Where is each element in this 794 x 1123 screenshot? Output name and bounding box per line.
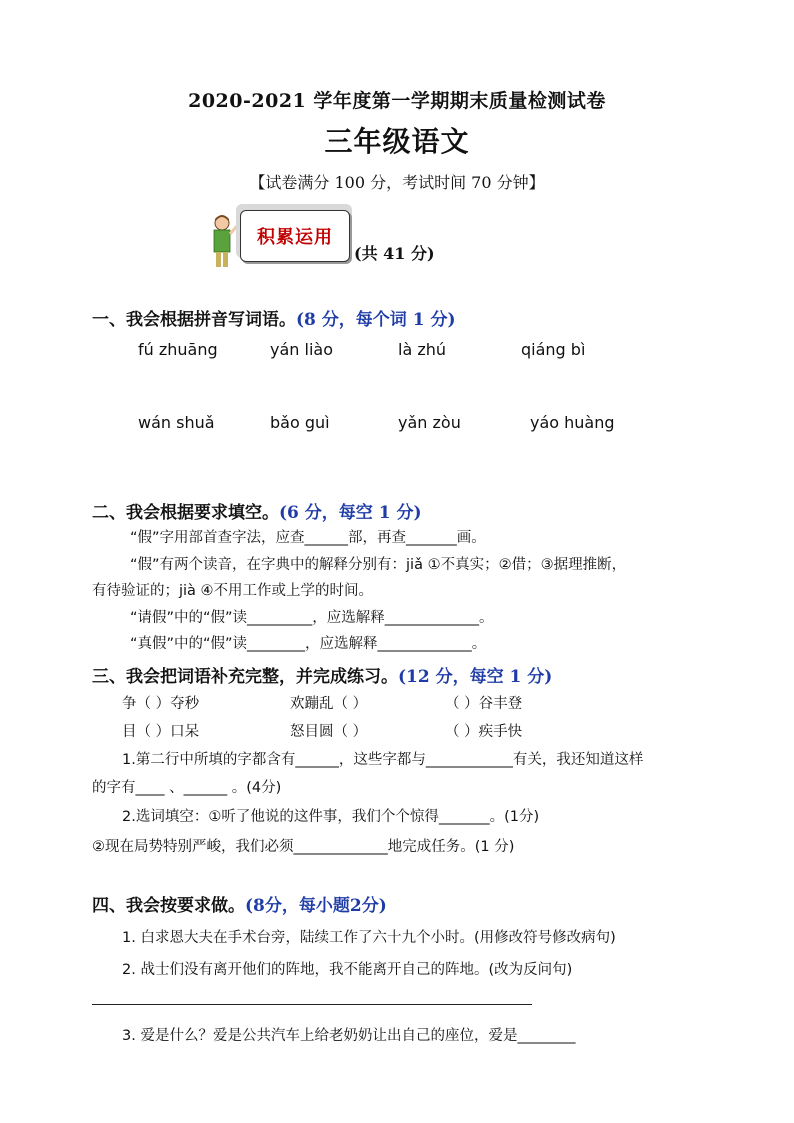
q3-line-2: 的字有____ 、______ 。(4分): [92, 780, 282, 796]
q2-line-2: “假”有两个读音，在字典中的解释分别有：jiǎ ①不真实；②借；③据理推断，: [130, 557, 627, 573]
q3-heading: [92, 662, 552, 687]
answer-line: [92, 1004, 532, 1005]
q3-line-1: 1.第二行中所填的字都含有______，这些字都与____________有关，我还知道这样: [122, 752, 644, 768]
q4-line-3: 3. 爱是什么？爱是公共汽车上给老奶奶让出自己的座位，爱是________: [122, 1028, 576, 1044]
idiom-4: 目（ ）口呆: [122, 724, 200, 740]
idiom-6: （ ）疾手快: [445, 724, 523, 740]
section-badge: [210, 200, 470, 270]
q4-line-1: 1. 白求恩大夫在手术台旁，陆续工作了六十九个小时。(用修改符号修改病句): [122, 930, 616, 946]
q4-line-2: 2. 战士们没有离开他们的阵地，我不能离开自己的阵地。(改为反问句): [122, 962, 573, 978]
q4-title: 四、我会按要求做。: [92, 896, 245, 916]
idiom-2: 欢蹦乱（ ）: [290, 696, 368, 712]
idiom-3: （ ）谷丰登: [445, 696, 523, 712]
badge-score: (共 41 分): [354, 244, 435, 263]
subject-title: 三年级语文: [324, 125, 470, 158]
q1-heading: [92, 305, 456, 330]
pinyin-4: qiáng bì: [521, 340, 586, 359]
exam-title: 2020-2021 学年度第一学期期末质量检测试卷: [188, 90, 606, 112]
idiom-5: 怒目圆（ ）: [290, 724, 368, 740]
q3-points: (12 分，每空 1 分): [398, 667, 553, 687]
pinyin-6: bǎo guì: [270, 413, 330, 432]
q3-line-3: 2.选词填空：①听了他说的这件事，我们个个惊得_______。(1分): [122, 809, 540, 825]
q2-heading: [92, 498, 422, 523]
exam-info: 【试卷满分 100 分，考试时间 70 分钟】: [249, 173, 545, 192]
q2-line-4: “请假”中的“假”读_________，应选解释_____________。: [130, 610, 494, 626]
badge-box: [240, 210, 350, 262]
pinyin-8: yáo huàng: [530, 413, 615, 432]
q4-points: (8分，每小题2分): [245, 896, 387, 916]
q2-line-5: “真假”中的“假”读________，应选解释_____________。: [130, 636, 487, 652]
pinyin-7: yǎn zòu: [398, 413, 461, 432]
q3-line-4: ②现在局势特别严峻，我们必须_____________地完成任务。(1 分): [92, 839, 515, 855]
teacher-illustration: [210, 214, 238, 268]
q4-heading: [92, 891, 387, 916]
q2-title: 二、我会根据要求填空。: [92, 503, 279, 523]
idiom-1: 争（ ）夺秒: [122, 696, 200, 712]
q1-points: (8 分，每个词 1 分): [296, 310, 456, 330]
pinyin-1: fú zhuāng: [138, 340, 218, 359]
q2-line-3: 有待验证的；jià ④不用工作或上学的时间。: [92, 583, 374, 599]
q1-title: 一、我会根据拼音写词语。: [92, 310, 296, 330]
q3-title: 三、我会把词语补充完整，并完成练习。: [92, 667, 398, 687]
pinyin-3: là zhú: [398, 340, 447, 359]
q2-points: (6 分，每空 1 分): [279, 503, 422, 523]
badge-label: 积累运用: [257, 227, 333, 248]
pinyin-2: yán liào: [270, 340, 333, 359]
q2-line-1: “假”字用部首查字法，应查______部，再查_______画。: [130, 530, 486, 546]
pinyin-5: wán shuǎ: [138, 413, 215, 432]
